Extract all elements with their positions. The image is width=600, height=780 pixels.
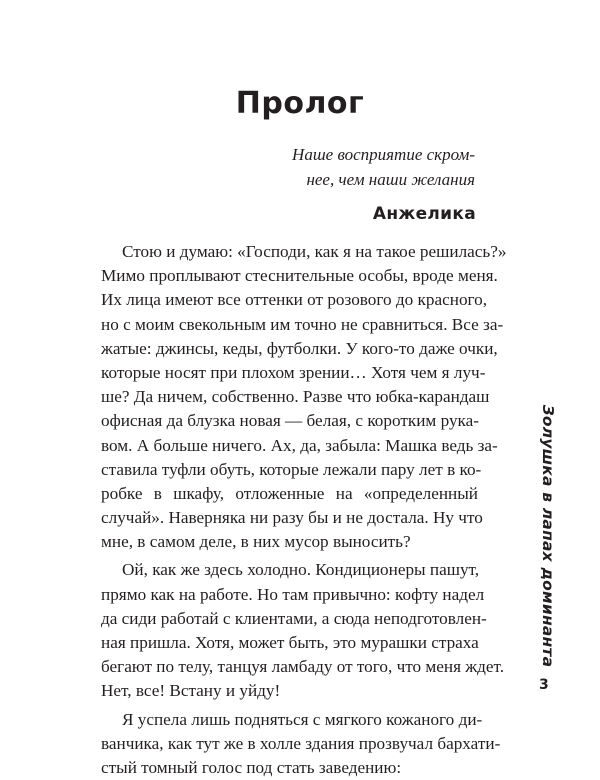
text-line: Нет, все! Встану и уйду!: [101, 681, 281, 701]
page-number: 3: [539, 677, 549, 693]
running-title: [534, 381, 562, 691]
text-line: мне, в самом деле, в них мусор выносить?: [101, 532, 411, 552]
text-line: да сиди работай с клиентами, а сюда неподготовлен-: [101, 608, 487, 628]
text-line: Стою и думаю: «Господи, как я на такое решилась?»: [122, 242, 507, 261]
text-line: Их лица имеют все оттенки от розового до красного,: [101, 290, 488, 310]
epigraph: [268, 142, 475, 192]
text-line: Ой, как же здесь холодно. Кондиционеры пашут,: [122, 560, 480, 580]
text-line: вом. А больше ничего. Ах, да, забыла: Машка ведь за-: [101, 435, 498, 455]
text-line: но с моим свекольным им точно не сравниться. Все за-: [101, 314, 504, 334]
text-line: стый томный голос под стать заведению:: [101, 757, 402, 777]
text-line: ная пришла. Хотя, может быть, это мурашки страха: [101, 633, 479, 652]
text-line: офисная да блузка новая — белая, с коротким рука-: [101, 411, 479, 431]
epigraph-line: Наше восприятие скром-: [292, 145, 475, 164]
chapter-title: Пролог: [235, 86, 365, 121]
pov-character-heading: Анжелика: [372, 204, 476, 224]
epigraph-line: нее, чем наши желания: [306, 170, 475, 189]
text-line: прямо как на работе. Но там привычно: кофту надел: [101, 584, 485, 604]
text-line: бегают по телу, танцуя ламбаду от того, что меня ждет.: [101, 657, 505, 677]
text-line: случай». Наверняка ни разу бы и не достала. Ну что: [101, 508, 483, 528]
text-line: жатые: джинсы, кеды, футболки. У кого-то даже очки,: [101, 338, 498, 358]
body-text: [101, 240, 507, 780]
text-line: ванчика, как тут же в холле здания прозвучал бархати-: [101, 733, 501, 753]
text-line: ше? Да ничем, собственно. Разве что юбка-карандаш: [101, 387, 490, 407]
text-line: робке в шкафу, отложенные на «определенный: [101, 483, 478, 503]
text-line: ставила туфли обуть, которые лежали пару лет в ко-: [101, 459, 482, 479]
text-line: которые носят при плохом зрении… Хотя чем я луч-: [101, 362, 486, 382]
running-title-text: Золушка в лапах доминанта: [539, 404, 557, 668]
text-line: Я успела лишь подняться с мягкого кожаного ди-: [122, 709, 483, 729]
text-line: Мимо проплывают стеснительные особы, вроде меня.: [101, 266, 498, 286]
